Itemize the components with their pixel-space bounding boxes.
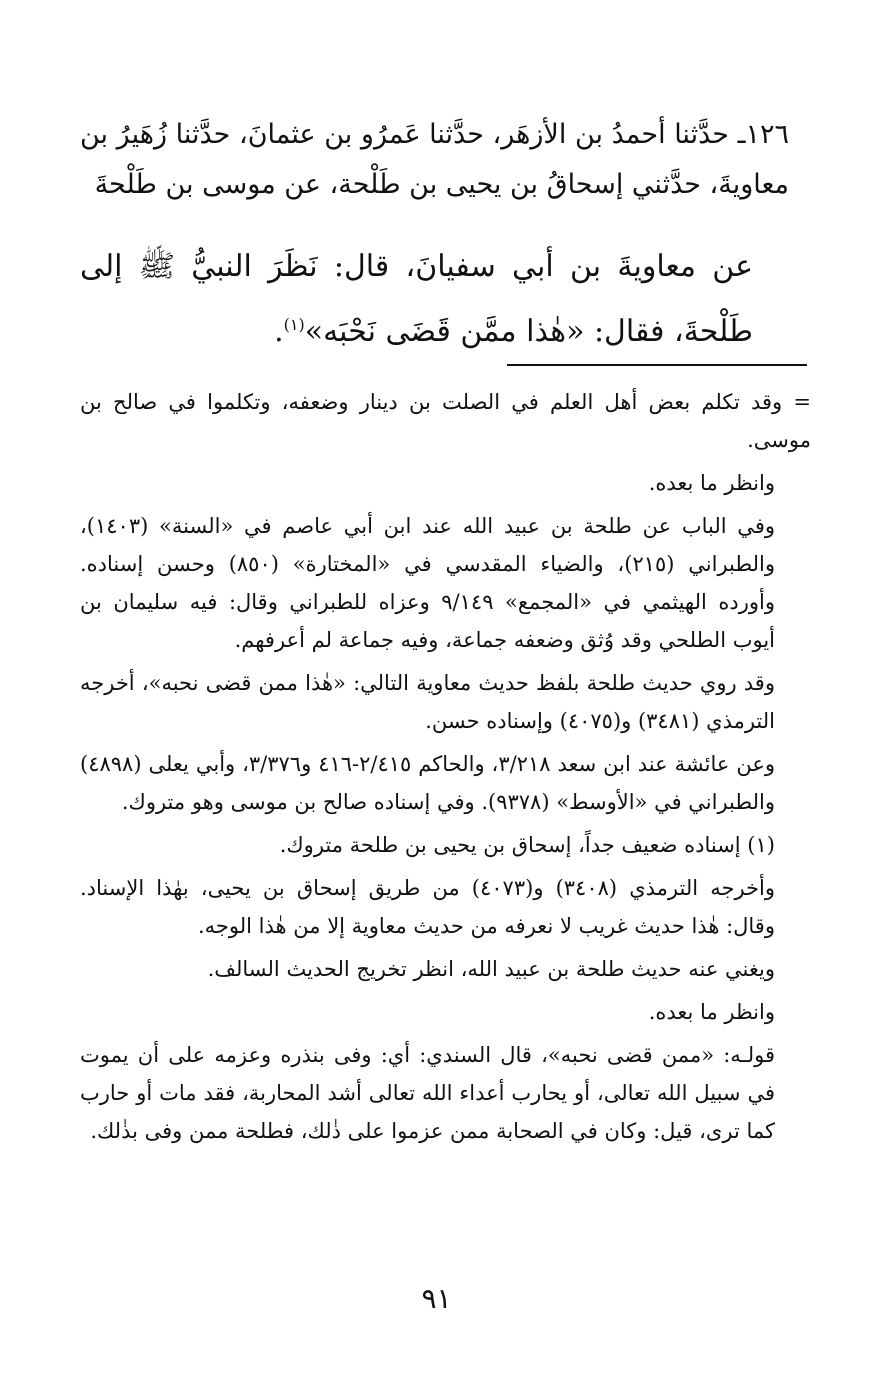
footnote-paragraph: وفي الباب عن طلحة بن عبيد الله عند ابن أبي عاصم في «السنة» (١٤٠٣)، والطبراني (٢١٥)، والضياء المقدسي في «المختارة» (٨٥٠) وحسن إسناده. وأورده الهيثمي في «المجمع» ٩/١٤٩ وعزاه للطبراني وقال: فيه سليمان بن أيوب الطلحي وقد وُثق وضعفه جماعة، وفيه جماعة لم أعرفهم. [80, 514, 775, 652]
footnote-paragraph: ويغني عنه حديث طلحة بن عبيد الله، انظر تخريج الحديث السالف. [207, 957, 775, 981]
footnote-marker: (١) [283, 315, 305, 334]
hadith-text: عن معاويةَ بن أبي سفيانَ، قال: نَظَرَ النبيُّ ﷺ إلى طَلْحةَ، فقال: «هٰذا ممَّن قَضَى نَحْبَه»$^{(١)}$. [80, 249, 753, 349]
hadith-matn: عن معاويةَ بن أبي سفيانَ، قال: نَظَرَ النبيُّ ﷺ إلى طَلْحةَ، فقال: «هٰذا ممَّن قَضَى نَحْبَه» [80, 249, 753, 349]
footnote-paragraph: وقد روي حديث طلحة بلفظ حديث معاوية التالي: «هٰذا ممن قضى نحبه»، أخرجه الترمذي (٣٤٨١) و(٤٠٧٥) وإسناده حسن. [80, 671, 775, 733]
footnotes [80, 383, 811, 1155]
footnote-paragraph: (١) إسناده ضعيف جداً، إسحاق بن يحيى بن طلحة متروك. [279, 833, 775, 857]
footnote-paragraph: وأخرجه الترمذي (٣٤٠٨) و(٤٠٧٣) من طريق إسحاق بن يحيى، بهٰذا الإسناد. وقال: هٰذا حديث غريب لا نعرفه من حديث معاوية إلا من هٰذا الوجه. [80, 876, 775, 938]
footnote-paragraph: وانظر ما بعده. [648, 1000, 775, 1024]
footnote-paragraph: وانظر ما بعده. [648, 471, 775, 495]
hadith-chain: ١٢٦ـ حدَّثنا أحمدُ بن الأزهَر، حدَّثنا عَمرُو بن عثمانَ، حدَّثنا زُهَيرُ بن معاويةَ، حدَّثني إسحاقُ بن يحيى بن طَلْحة، عن موسى بن طَلْحةَ [80, 119, 789, 200]
footnote-paragraph: قولـه: «ممن قضى نحبه»، قال السندي: أي: وفى بنذره وعزمه على أن يموت في سبيل الله تعالى، أو يحارب أعداء الله تعالى أشد المحاربة، فقد مات أو حارب كما ترى، قيل: وكان في الصحابة ممن عزموا على ذٰلك، فطلحة ممن وفى بذٰلك. [80, 1043, 775, 1143]
footnote-separator [507, 364, 807, 366]
footnote-paragraph: = وقد تكلم بعض أهل العلم في الصلت بن دينار وضعفه، وتكلموا في صالح بن موسى. [80, 390, 811, 452]
footnote-paragraph: وعن عائشة عند ابن سعد ٣/٢١٨، والحاكم ٢/٤١٥-٤١٦ و٣/٣٧٦، وأبي يعلى (٤٨٩٨) والطبراني في «الأوسط» (٩٣٧٨). وفي إسناده صالح بن موسى وهو متروك. [80, 752, 775, 814]
page-number: ٩١ [421, 1282, 452, 1315]
